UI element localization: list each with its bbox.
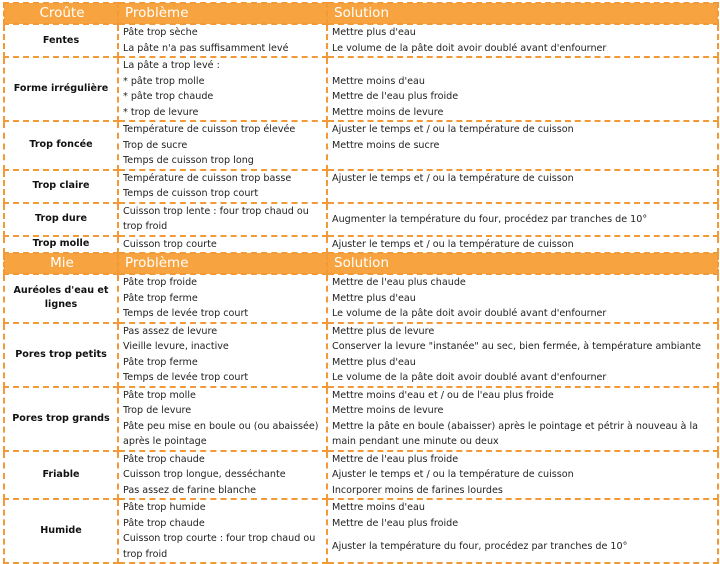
problem-line: Pâte trop chaude bbox=[123, 453, 205, 465]
problem-column-header: Problème bbox=[118, 3, 327, 24]
row-label: Pores trop grands bbox=[4, 387, 118, 451]
solution-line: Mettre plus d'eau bbox=[332, 27, 416, 38]
solution-line: Mettre de l'eau plus chaude bbox=[332, 277, 466, 288]
solution-cell bbox=[327, 236, 718, 254]
problem-line: Pâte trop ferme bbox=[123, 292, 198, 304]
table-row bbox=[4, 24, 718, 57]
solution-cell bbox=[327, 323, 718, 387]
solution-line: Ajuster le temps et / ou la température de cuisson bbox=[332, 124, 574, 135]
row-label: Fentes bbox=[4, 24, 118, 57]
row-label: Humide bbox=[4, 499, 118, 563]
solution-line: Mettre plus d'eau bbox=[332, 356, 416, 368]
solution-line: Ajuster le temps et / ou la température de cuisson bbox=[332, 172, 574, 184]
table-row bbox=[4, 387, 718, 451]
table-row bbox=[4, 57, 718, 121]
problem-column-header: Problème bbox=[118, 253, 327, 274]
problem-line: Trop de sucre bbox=[123, 139, 188, 151]
problem-line: Temps de levée trop court bbox=[123, 308, 249, 319]
row-label: Trop claire bbox=[4, 170, 118, 203]
problem-line: Trop de levure bbox=[123, 405, 192, 416]
problem-line: Temps de levée trop court bbox=[123, 372, 249, 383]
section-title: Croûte bbox=[4, 3, 118, 24]
solution-line: Ajuster la température du four, procédez par tranches de 10° bbox=[332, 541, 628, 552]
problem-line: Température de cuisson trop élevée bbox=[123, 124, 296, 135]
problem-line: Température de cuisson trop basse bbox=[123, 172, 292, 184]
problem-line: Cuisson trop lente : four trop chaud ou trop froid bbox=[123, 205, 309, 232]
problem-line: Cuisson trop courte bbox=[123, 238, 217, 250]
problem-cell bbox=[118, 170, 327, 203]
solution-line: Incorporer moins de farines lourdes bbox=[332, 484, 503, 496]
problem-cell bbox=[118, 323, 327, 387]
problem-line: La pâte n'a pas suffisamment levé bbox=[123, 42, 289, 54]
problem-cell bbox=[118, 451, 327, 500]
problem-line: Vieille levure, inactive bbox=[123, 341, 229, 352]
problem-line: Pâte trop chaude bbox=[123, 517, 205, 529]
problem-line: * pâte trop chaude bbox=[123, 91, 214, 102]
row-label: Pores trop petits bbox=[4, 323, 118, 387]
table-row bbox=[4, 236, 718, 254]
problem-cell bbox=[118, 24, 327, 57]
solution-line: Mettre moins d'eau bbox=[332, 502, 425, 513]
row-label: Auréoles d'eau et lignes bbox=[4, 274, 118, 323]
section-title: Mie bbox=[4, 253, 118, 274]
solution-line: Augmenter la température du four, procédez par tranches de 10° bbox=[332, 213, 648, 225]
croute-header-row bbox=[4, 3, 718, 24]
table-row bbox=[4, 499, 718, 563]
problem-line: Pâte trop ferme bbox=[123, 356, 198, 368]
solution-cell bbox=[327, 170, 718, 203]
solution-cell bbox=[327, 274, 718, 323]
problem-cell bbox=[118, 57, 327, 121]
solution-line bbox=[332, 186, 713, 202]
table-row bbox=[4, 323, 718, 387]
problem-line: Pâte peu mise en boule ou (ou abaissée) après le pointage bbox=[123, 420, 319, 447]
solution-column-header: Solution bbox=[327, 3, 718, 24]
problem-cell bbox=[118, 121, 327, 170]
solution-cell bbox=[327, 57, 718, 121]
solution-line: Ajuster le temps et / ou la température de cuisson bbox=[332, 469, 574, 480]
table-row bbox=[4, 121, 718, 170]
problem-cell bbox=[118, 499, 327, 563]
problem-line: La pâte a trop levé : bbox=[123, 60, 220, 71]
solution-line: Le volume de la pâte doit avoir doublé avant d'enfourner bbox=[332, 308, 607, 319]
solution-line: Mettre plus d'eau bbox=[332, 292, 416, 304]
problem-line: Pâte trop sèche bbox=[123, 27, 198, 38]
solution-line: Mettre moins d'eau et / ou de l'eau plus froide bbox=[332, 389, 554, 401]
solution-line: Le volume de la pâte doit avoir doublé avant d'enfourner bbox=[332, 42, 607, 54]
problem-cell bbox=[118, 203, 327, 236]
solution-cell bbox=[327, 24, 718, 57]
solution-line: Mettre moins d'eau bbox=[332, 75, 425, 87]
troubleshooting-table bbox=[3, 2, 719, 564]
problem-line: * trop de levure bbox=[123, 106, 199, 118]
solution-line: Mettre moins de levure bbox=[332, 106, 444, 118]
solution-line bbox=[332, 153, 713, 169]
problem-line: Cuisson trop longue, desséchante bbox=[123, 469, 286, 480]
solution-line: Mettre moins de levure bbox=[332, 405, 444, 416]
problem-line: Pâte trop humide bbox=[123, 502, 206, 513]
solution-line: Mettre de l'eau plus froide bbox=[332, 453, 459, 465]
solution-cell bbox=[327, 387, 718, 451]
solution-line: Le volume de la pâte doit avoir doublé avant d'enfourner bbox=[332, 372, 607, 383]
problem-line: * pâte trop molle bbox=[123, 75, 205, 87]
solution-line: Mettre plus de levure bbox=[332, 325, 435, 337]
row-label: Trop foncée bbox=[4, 121, 118, 170]
row-label: Forme irrégulière bbox=[4, 57, 118, 121]
problem-line: Temps de cuisson trop court bbox=[123, 188, 259, 199]
row-label: Trop dure bbox=[4, 203, 118, 236]
solution-line: Mettre moins de sucre bbox=[332, 139, 440, 151]
problem-line: Pâte trop molle bbox=[123, 389, 196, 401]
problem-line: Pâte trop froide bbox=[123, 277, 198, 288]
problem-cell bbox=[118, 387, 327, 451]
table-row bbox=[4, 274, 718, 323]
problem-line: Pas assez de levure bbox=[123, 325, 218, 337]
problem-line: Cuisson trop courte : four trop chaud ou trop froid bbox=[123, 533, 316, 560]
solution-line: Mettre la pâte en boule (abaisser) après le pointage et pétrir à nouveau à la main pendant une minute ou deux bbox=[332, 420, 698, 447]
problem-line: Temps de cuisson trop long bbox=[123, 155, 254, 166]
mie-header-row bbox=[4, 253, 718, 274]
problem-cell bbox=[118, 274, 327, 323]
row-label: Friable bbox=[4, 451, 118, 500]
solution-line bbox=[332, 58, 713, 74]
solution-line: Conserver la levure "instanée" au sec, bien fermée, à température ambiante bbox=[332, 341, 702, 352]
solution-line: Mettre de l'eau plus froide bbox=[332, 91, 459, 102]
solution-cell bbox=[327, 451, 718, 500]
table-row bbox=[4, 451, 718, 500]
solution-line: Ajuster le temps et / ou la température de cuisson bbox=[332, 238, 574, 250]
table-row bbox=[4, 203, 718, 236]
solution-cell bbox=[327, 499, 718, 563]
row-label: Trop molle bbox=[4, 236, 118, 254]
solution-cell bbox=[327, 203, 718, 236]
solution-cell bbox=[327, 121, 718, 170]
problem-cell bbox=[118, 236, 327, 254]
problem-line: Pas assez de farine blanche bbox=[123, 484, 257, 496]
solution-line: Mettre de l'eau plus froide bbox=[332, 517, 459, 529]
solution-column-header: Solution bbox=[327, 253, 718, 274]
table-row bbox=[4, 170, 718, 203]
